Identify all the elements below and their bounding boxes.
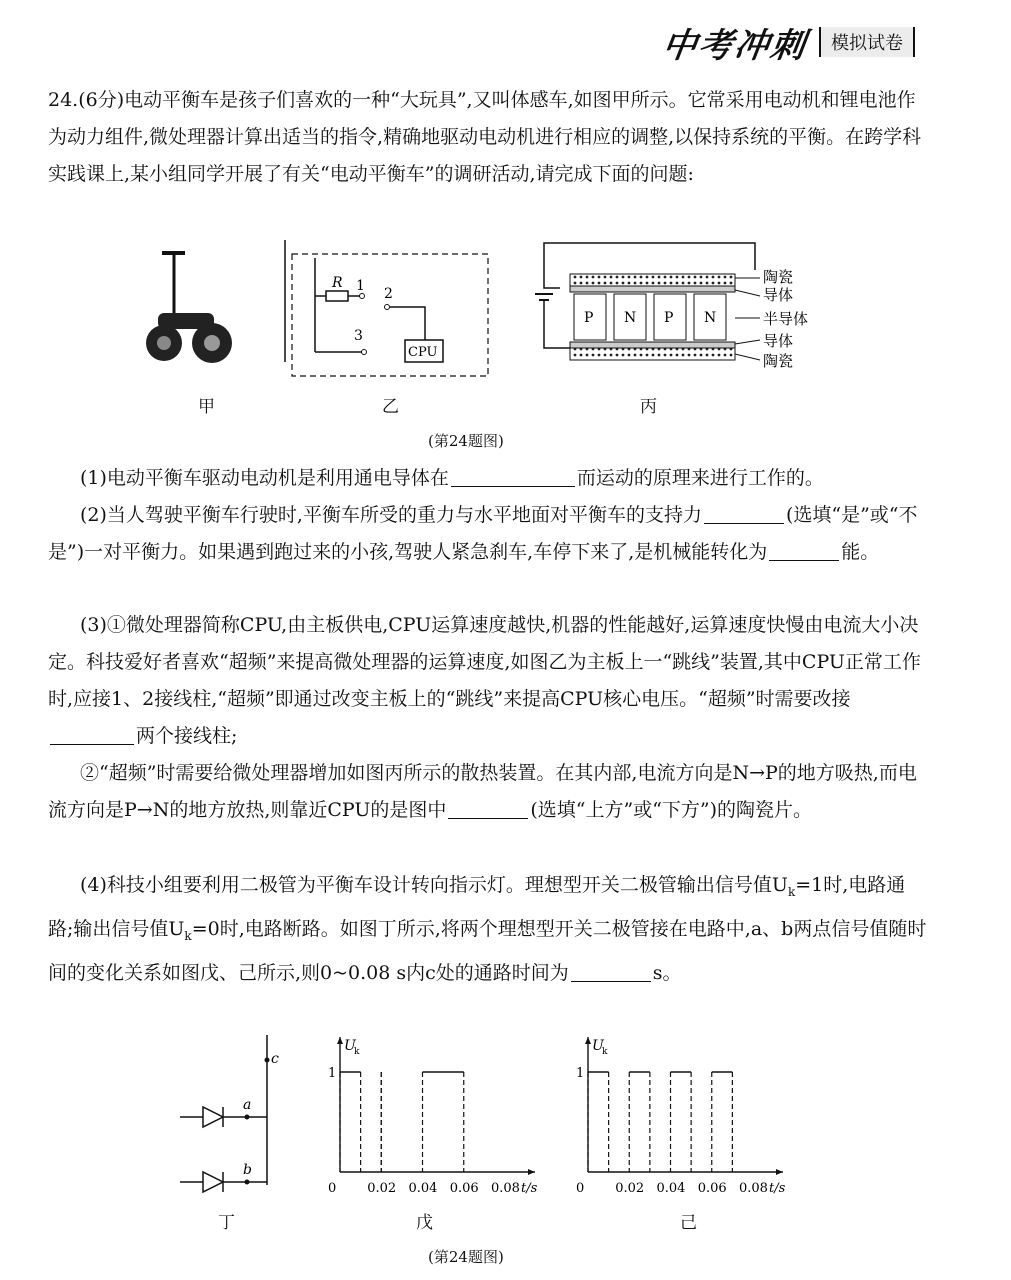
- ding-label-b: b: [243, 1162, 252, 1178]
- x-tick-label: 0.06: [697, 1181, 727, 1196]
- x-arrow: [528, 1169, 535, 1175]
- question-intro: [48, 82, 928, 193]
- answer-blank-5[interactable]: [448, 798, 528, 819]
- label-ji: 己: [680, 1213, 697, 1233]
- figure-caption-2: (第24题图): [428, 1248, 504, 1266]
- ding-label-a: a: [243, 1097, 252, 1113]
- figure-bing-peltier: [530, 238, 830, 378]
- bing-label-semiconductor: 半导体: [763, 310, 809, 328]
- label-wu: 戊: [416, 1213, 433, 1233]
- header-tag: 模拟试卷: [819, 27, 915, 57]
- y-tick-label: 1: [328, 1066, 337, 1081]
- question-3-1: (3)①微处理器简称CPU,由主板供电,CPU运算速度越快,机器的性能越好,运算速度快慢由电流大小决定。科技爱好者喜欢“超频”来提高微处理器的运算速度,如图乙为主板上一“跳线”装置,其中CPU正常工作时,应接1、2接线柱,“超频”即通过改变主板上的“跳线”来提高CPU核心电压。“超频”时需要改接两个接线柱;: [48, 614, 921, 747]
- question-1: (1)电动平衡车驱动电动机是利用通电导体在 而运动的原理来进行工作的。: [80, 467, 824, 489]
- bing-cell-1: P: [584, 310, 594, 326]
- answer-blank-1[interactable]: [451, 466, 575, 487]
- intro-text: (6分)电动平衡车是孩子们喜欢的一种“大玩具”,又叫体感车,如图甲所示。它常采用电动机和锂电池作为动力组件,微处理器计算出适当的指令,精确地驱动电动机进行相应的调整,以保持系统的平衡。在跨学科实践课上,某小组同学开展了有关“电动平衡车”的调研活动,请完成下面的问题:: [48, 89, 922, 185]
- label-bing: 丙: [640, 397, 657, 417]
- bing-cell-3: P: [664, 310, 674, 326]
- ding-label-c: c: [271, 1051, 279, 1067]
- x-tick-label: 0: [328, 1181, 337, 1196]
- yi-terminal-2: 2: [384, 286, 393, 302]
- chart-wu: [322, 1022, 552, 1207]
- y-axis-label-sub: k: [354, 1047, 360, 1057]
- yi-terminal-3: 3: [354, 328, 363, 344]
- yi-R: R: [332, 275, 343, 291]
- x-axis-label: t/s: [521, 1181, 538, 1196]
- x-tick-label: 0.04: [656, 1181, 686, 1196]
- figure-jia-scooter: [140, 245, 250, 385]
- figure-ding-diodes: [175, 1035, 285, 1200]
- bing-label-ceramic-top: 陶瓷: [763, 268, 794, 286]
- answer-blank-4[interactable]: [50, 724, 134, 745]
- figure-yi-jumper: [280, 240, 495, 380]
- answer-blank-3[interactable]: [769, 540, 839, 561]
- label-yi: 乙: [382, 397, 399, 417]
- header-banner: [657, 22, 915, 66]
- label-ding: 丁: [218, 1213, 235, 1233]
- y-axis-label: U: [592, 1038, 604, 1054]
- label-jia: 甲: [198, 397, 215, 417]
- x-tick-label: 0.08: [491, 1181, 520, 1196]
- bing-label-ceramic-bottom: 陶瓷: [763, 352, 794, 370]
- question-2: (2)当人驾驶平衡车行驶时,平衡车所受的重力与水平地面对平衡车的支持力 (选填“是”或“不是”)一对平衡力。如果遇到跑过来的小孩,驾驶人紧急刹车,车停下来了,是机械能转化为 能。: [48, 504, 918, 563]
- x-tick-label: 0.04: [408, 1181, 438, 1196]
- y-tick-label: 1: [576, 1066, 585, 1081]
- question-number: 24.: [48, 89, 79, 111]
- answer-blank-6[interactable]: [571, 961, 651, 982]
- y-arrow: [585, 1037, 591, 1044]
- answer-blank-2[interactable]: [704, 503, 784, 524]
- question-3-2: ②“超频”时需要给微处理器增加如图丙所示的散热装置。在其内部,电流方向是N→P的地方吸热,而电流方向是P→N的地方放热,则靠近CPU的是图中 (选填“上方”或“下方”)的陶瓷片。: [48, 762, 917, 821]
- bing-cell-4: N: [704, 310, 717, 326]
- bing-label-conductor-bottom: 导体: [763, 332, 794, 350]
- x-tick-label: 0.08: [739, 1181, 768, 1196]
- bing-cell-2: N: [624, 310, 637, 326]
- bing-label-conductor-top: 导体: [763, 286, 794, 304]
- y-arrow: [337, 1037, 343, 1044]
- chart-ji: [570, 1022, 800, 1207]
- header-brand: 中考冲刺: [659, 25, 810, 66]
- y-axis-label: U: [344, 1038, 356, 1054]
- x-tick-label: 0.02: [615, 1181, 645, 1196]
- yi-terminal-1: 1: [356, 278, 365, 294]
- figure-caption-1: (第24题图): [428, 432, 504, 450]
- question-4: (4)科技小组要利用二极管为平衡车设计转向指示灯。理想型开关二极管输出信号值$U_k=1$时,电路通路;输出信号值$U_k=0$时,电路断路。如图丁所示,将两个理想型开关二极管接在电路中,a、b两点信号值随时间的变化关系如图戊、己所示,则0~0.08 s内c处的通路时间为 s。: [48, 874, 927, 984]
- x-axis-label: t/s: [769, 1181, 786, 1196]
- x-tick-label: 0.06: [449, 1181, 479, 1196]
- x-tick-label: 0.02: [367, 1181, 397, 1196]
- yi-cpu-label: CPU: [408, 345, 438, 360]
- x-arrow: [776, 1169, 783, 1175]
- y-axis-label-sub: k: [602, 1047, 608, 1057]
- x-tick-label: 0: [576, 1181, 585, 1196]
